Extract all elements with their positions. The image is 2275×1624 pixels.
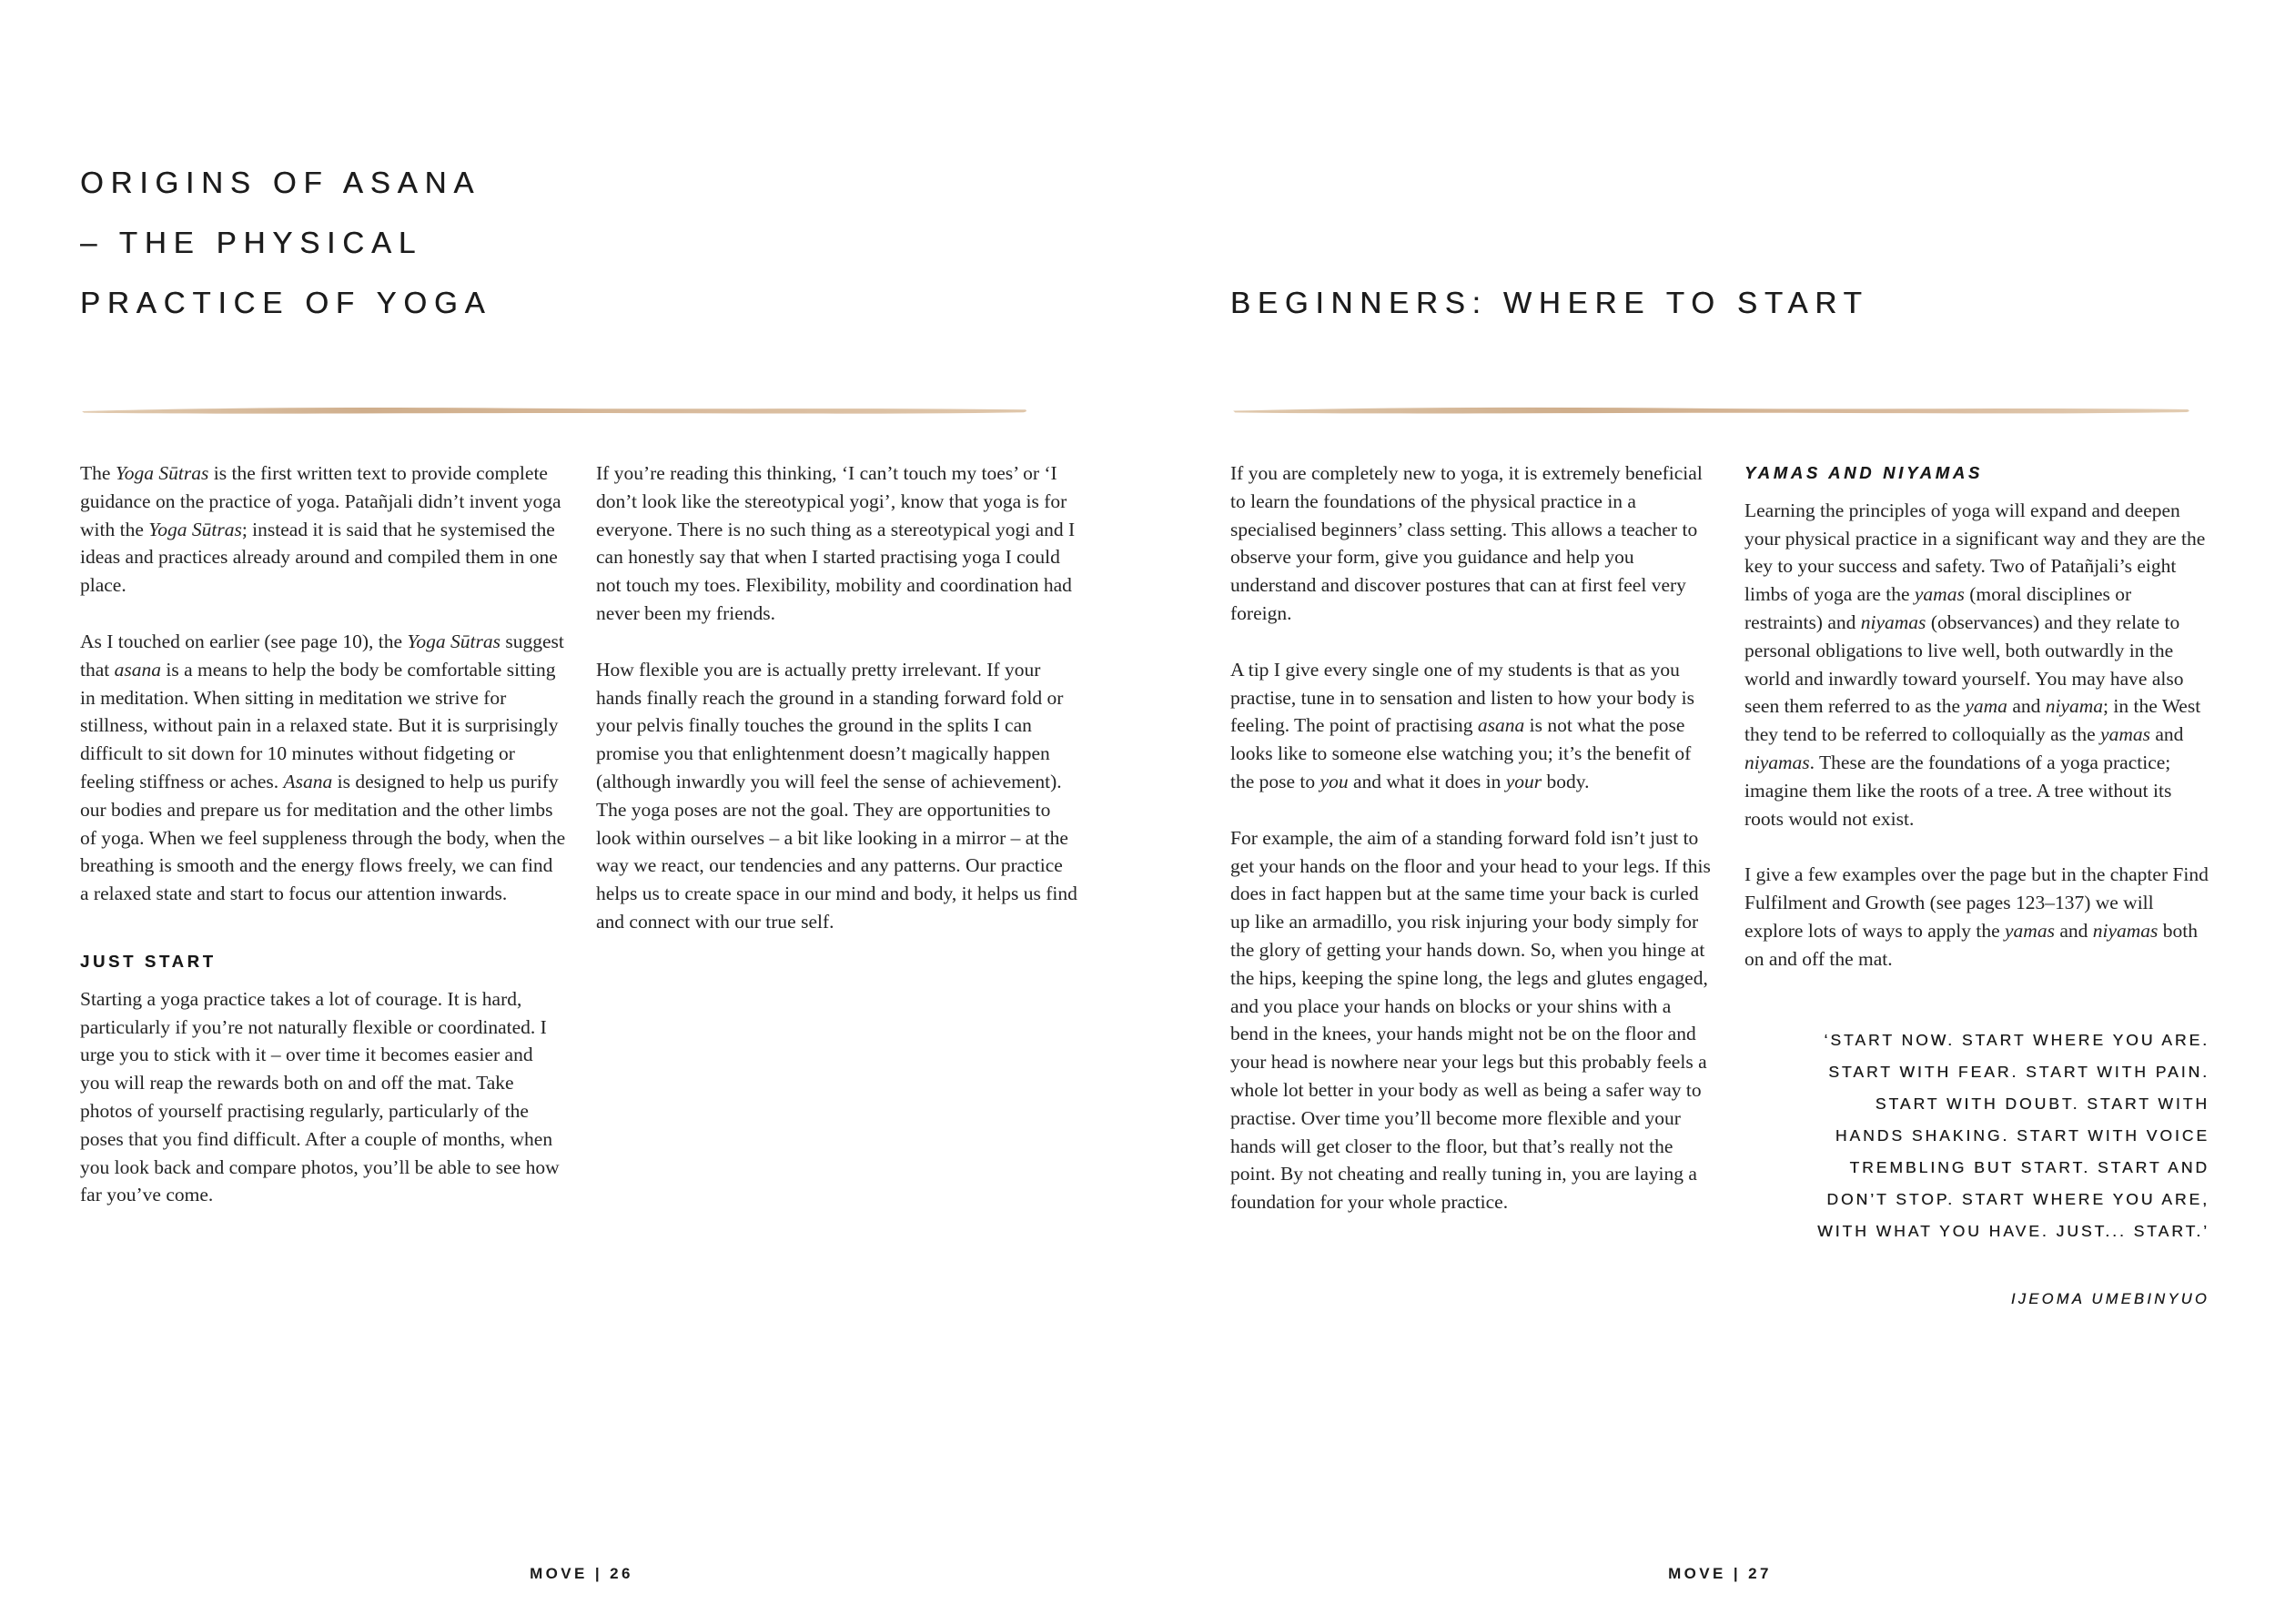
body-paragraph: A tip I give every single one of my students is that as you practise, tune in to sensation and listen to how your body is feeling. The point of practising asana is not what the pose looks like to someone else watching you; it’s the benefit of the pose to you and what it does in your body. [1230,658,1694,792]
quote-line: HANDS SHAKING. START WITH VOICE [1835,1125,2209,1145]
chapter-title-left [80,153,492,333]
chapter-title-right [1230,273,1869,333]
quote-line: DON’T STOP. START WHERE YOU ARE, [1826,1189,2209,1208]
quote-attribution: IJEOMA UMEBINYUO [2010,1290,2209,1307]
body-paragraph: How flexible you are is actually pretty irrelevant. If your hands finally reach the ground in a standing forward fold or your pelvis finally touches the ground in the splits I can promise you that enlightenment doesn’t magically happen (although inwardly you will feel the sense of achievement). The yoga poses are not the goal. They are opportunities to look within ourselves – a bit like looking in a mirror – at the way we react, our tendencies and any patterns. Our practice helps us to create space in our mind and body, it helps us find and connect with our true self. [596,658,1077,933]
text-column-right-2 [1744,459,2209,1313]
section-heading: YAMAS AND NIYAMAS [1744,463,1983,482]
title-line: BEGINNERS: WHERE TO START [1230,286,1869,319]
text-column-left-1 [80,459,566,1237]
body-paragraph: If you are completely new to yoga, it is extremely beneficial to learn the foundations of the physical practice in a specialised beginners’ class setting. This allows a teacher to observe your form, give you guidance and help you understand and discover postures that can at first feel very foreign. [1230,462,1703,624]
body-paragraph: Starting a yoga practice takes a lot of courage. It is hard, particularly if you’re not naturally flexible or coordinated. I urge you to stick with it – over time it becomes easier and you will reap the rewards both on and off the mat. Take photos of yourself practising regularly, particularly of the poses that you find difficult. After a couple of months, when you look back and compare photos, you’ll be able to see how far you’ve come. [80,987,560,1206]
quote-line: WITH WHAT YOU HAVE. JUST... START.’ [1817,1221,2209,1240]
title-line: PRACTICE OF YOGA [80,286,492,319]
text-column-right-1 [1230,459,1711,1245]
brush-stroke-divider [1230,404,2191,417]
brush-stroke-divider [80,404,1028,417]
page-footer-left: MOVE | 26 [530,1565,633,1582]
text-column-left-2 [596,459,1082,964]
body-paragraph: The Yoga Sūtras is the first written text to provide complete guidance on the practice of yoga. Patañjali didn’t invent yoga with the Yoga Sūtras; instead it is said that he systemised the ideas and practices already around and compiled them in one place. [80,462,561,597]
body-paragraph: I give a few examples over the page but in the chapter Find Fulfilment and Growth (see pages 123–137) we will explore lots of ways to apply the yamas and niyamas both on and off the mat. [1744,863,2209,970]
body-paragraph: As I touched on earlier (see page 10), the Yoga Sūtras suggest that asana is a means to help the body be comfortable sitting in meditation. When sitting in meditation we strive for stillness, without pain in a relaxed state. But it is surprisingly difficult to sit down for 10 minutes without fidgeting or feeling stiffness or aches. Asana is designed to help us purify our bodies and prepare us for meditation and the other limbs of yoga. When we feel suppleness through the body, when the breathing is smooth and the energy flows freely, we can find a relaxed state and start to focus our attention inwards. [80,630,566,905]
section-heading: JUST START [80,951,217,971]
body-paragraph: For example, the aim of a standing forward fold isn’t just to get your hands on the floor and your head to your legs. If this does in fact happen but at the same time your back is curled up like an armadillo, you risk injuring your body simply for the glory of getting your hands down. So, when you hinge at the hips, keeping the spine long, the legs and glutes engaged, and you place your hands on blocks or your shins with a bend in the knees, your hands might not be on the floor and your head is nowhere near your legs but this probably feels a whole lot better in your body as well as being a safer way to practise. Over time you’ll become more flexible and your hands will get closer to the floor, but that’s really not the point. By not cheating and really tuning in, you are laying a foundation for your whole practice. [1230,826,1711,1214]
quote-line: START WITH FEAR. START WITH PAIN. [1828,1062,2209,1081]
quote-line: ‘START NOW. START WHERE YOU ARE. [1824,1030,2209,1049]
body-paragraph: Learning the principles of yoga will expand and deepen your physical practice in a significant way and they are the key to your success and safety. Two of Patañjali’s eight limbs of yoga are the yamas (moral disciplines or restraints) and niyamas (observances) and they relate to personal obligations to live well, both outwardly in the world and inwardly toward yourself. You may have also seen them referred to as the yama and niyama; in the West they tend to be referred to colloquially as the yamas and niyamas. These are the foundations of a yoga practice; imagine them like the roots of a tree. A tree without its roots would not exist. [1744,499,2206,830]
title-line: ORIGINS OF ASANA [80,166,481,199]
quote-line: START WITH DOUBT. START WITH [1875,1094,2209,1113]
page-right [1138,0,2275,1624]
title-line: – THE PHYSICAL [80,226,423,259]
quote-line: TREMBLING BUT START. START AND [1849,1157,2209,1176]
pull-quote [1744,1024,2209,1247]
body-paragraph: If you’re reading this thinking, ‘I can’t touch my toes’ or ‘I don’t look like the stereotypical yogi’, know that yoga is for everyone. There is no such thing as a stereotypical yogi and I can honestly say that when I started practising yoga I could not touch my toes. Flexibility, mobility and coordination had never been my friends. [596,462,1076,624]
page-footer-right: MOVE | 27 [1668,1565,1772,1582]
